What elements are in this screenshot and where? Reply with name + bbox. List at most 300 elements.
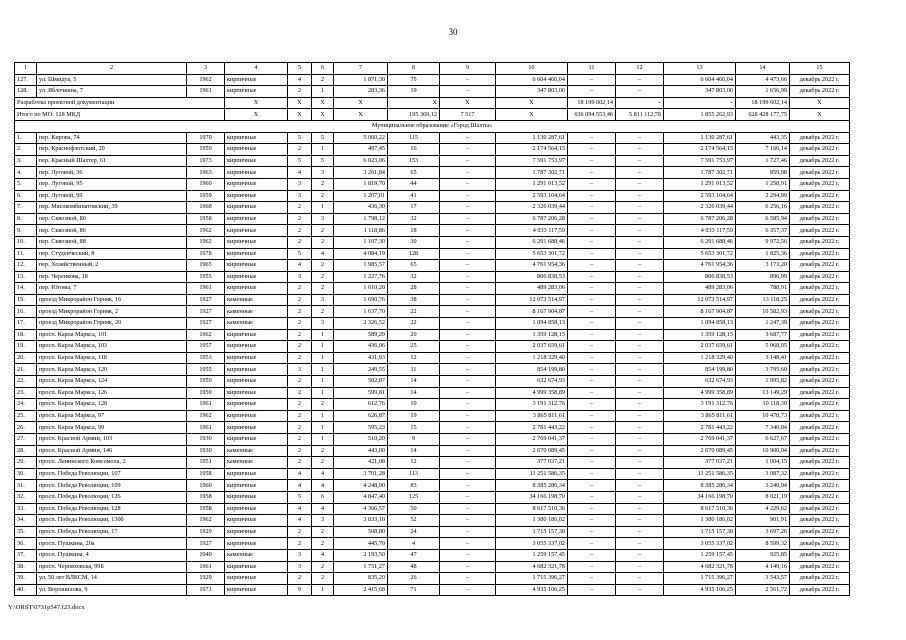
table-cell: 4 761 954,36	[496, 260, 568, 272]
table-cell: –	[616, 190, 664, 202]
table-cell: –	[664, 97, 736, 109]
table-cell: кирпичные	[225, 236, 288, 248]
table-cell: декабрь 2022 г.	[790, 86, 850, 98]
table-cell: кирпичные	[225, 213, 288, 225]
table-cell: –	[440, 132, 496, 144]
table-cell: 6 787 206,28	[496, 213, 568, 225]
table-cell: 36.	[15, 538, 37, 550]
table-cell: –	[440, 561, 496, 573]
table-cell: –	[440, 144, 496, 156]
table-cell: декабрь 2022 г.	[790, 515, 850, 527]
table-cell: –	[440, 573, 496, 585]
table-cell: декабрь 2022 г.	[790, 167, 850, 179]
table-cell: 2 769 041,37	[664, 434, 736, 446]
table-cell: пер. Студенческий, 8	[37, 248, 187, 260]
table-cell: 12 073 514,97	[496, 294, 568, 306]
table-cell: –	[568, 457, 616, 469]
table-cell: 1965	[187, 260, 225, 272]
table-cell: 18 199 602,14	[568, 97, 616, 109]
table-cell: 1 130 287,61	[496, 132, 568, 144]
total-row	[15, 109, 850, 121]
table-cell: 25.	[15, 410, 37, 422]
table-cell: –	[568, 515, 616, 527]
table-cell: 75	[388, 74, 440, 86]
table-cell: 859,98	[736, 167, 790, 179]
table-cell: кирпичные	[225, 271, 288, 283]
table-cell: декабрь 2022 г.	[790, 260, 850, 272]
table-cell: декабрь 2022 г.	[790, 573, 850, 585]
table-cell: –	[568, 364, 616, 376]
table-cell: 599,81	[334, 387, 388, 399]
table-cell: просп. Пушкина, 20а	[37, 538, 187, 550]
table-cell: 128.	[15, 86, 37, 98]
table-cell: 1962	[187, 225, 225, 237]
table-cell: 854 199,80	[664, 364, 736, 376]
table-cell: 8 385 286,34	[496, 480, 568, 492]
table-cell: 896,99	[736, 271, 790, 283]
table-cell: 508,80	[334, 526, 388, 538]
table-cell: 421,08	[334, 457, 388, 469]
table-cell: –	[616, 155, 664, 167]
table-row	[15, 260, 850, 272]
table-cell: просп. Пушкина, 4	[37, 549, 187, 561]
table-cell: 2	[288, 144, 312, 156]
table-cell: 24.	[15, 399, 37, 411]
table-cell: –	[568, 584, 616, 596]
table-cell: 1 259 157,45	[496, 549, 568, 561]
table-cell: 1962	[187, 329, 225, 341]
table-cell: –	[440, 225, 496, 237]
table-cell: 32.	[15, 491, 37, 503]
table-cell: 1929	[187, 573, 225, 585]
table-cell: 3 240,94	[736, 480, 790, 492]
table-cell: 1973	[187, 155, 225, 167]
table-cell: кирпичные	[225, 364, 288, 376]
table-cell: –	[616, 376, 664, 388]
table-cell: –	[568, 248, 616, 260]
page-number: 30	[448, 27, 458, 37]
table-cell: X	[312, 109, 334, 121]
table-cell: 8 617 510,36	[496, 503, 568, 515]
table-cell: –	[440, 468, 496, 480]
table-cell: 636 094 553,46	[568, 109, 616, 121]
table-cell: –	[440, 526, 496, 538]
table-cell: 13.	[15, 271, 37, 283]
table-cell: 9 972,56	[736, 236, 790, 248]
table-cell: 1929	[187, 526, 225, 538]
table-cell: кирпичные	[225, 341, 288, 353]
table-cell: –	[568, 155, 616, 167]
table-cell: пер. Луговой, 99	[37, 190, 187, 202]
table-row	[15, 538, 850, 550]
table-cell: 2 561,72	[736, 584, 790, 596]
table-cell: 5 653 301,72	[496, 248, 568, 260]
table-cell: 1958	[187, 468, 225, 480]
table-cell: кирпичные	[225, 503, 288, 515]
table-cell: декабрь 2022 г.	[790, 468, 850, 480]
table-cell: 6 023,06	[334, 155, 388, 167]
table-cell: 18.	[15, 329, 37, 341]
table-cell: просп. Черняховска, 99Б	[37, 561, 187, 573]
table-cell: 1 291 013,52	[496, 178, 568, 190]
table-cell: 377 037,21	[664, 457, 736, 469]
table-cell: 10 118,30	[736, 399, 790, 411]
table-cell: кирпичные	[225, 155, 288, 167]
table-cell: –	[616, 283, 664, 295]
table-cell: 4	[225, 63, 288, 75]
table-row	[15, 190, 850, 202]
table-cell: 1.	[15, 132, 37, 144]
table-cell: 3 833,10	[334, 515, 388, 527]
table-row	[15, 573, 850, 585]
table-cell: 14	[736, 63, 790, 75]
table-row	[15, 318, 850, 330]
table-cell: 1 380 186,02	[496, 515, 568, 527]
table-cell: 3.	[15, 155, 37, 167]
table-cell: проезд Микрорайон Горняк, 16	[37, 294, 187, 306]
table-cell: 1 715 157,30	[496, 526, 568, 538]
table-cell: 2 326 039,44	[664, 202, 736, 214]
table-row	[15, 248, 850, 260]
table-cell: –	[616, 515, 664, 527]
table-cell: 1	[312, 329, 334, 341]
table-cell: 1 094 858,13	[664, 318, 736, 330]
table-cell: –	[616, 74, 664, 86]
table-cell: 6 256,16	[736, 202, 790, 214]
table-row	[15, 132, 850, 144]
table-cell: 44	[388, 178, 440, 190]
table-cell: 2	[288, 225, 312, 237]
table-cell: X	[225, 109, 288, 121]
table-cell: 2	[312, 561, 334, 573]
table-cell: ул. 50 лет ВЛКСМ, 14	[37, 573, 187, 585]
table-cell: –	[616, 306, 664, 318]
table-cell: –	[440, 503, 496, 515]
table-cell: 1 637,70	[334, 306, 388, 318]
table-cell: 2	[288, 410, 312, 422]
table-cell: 14	[388, 445, 440, 457]
table-cell: –	[616, 248, 664, 260]
table-cell: 11 251 586,35	[664, 468, 736, 480]
table-cell: 1957	[187, 341, 225, 353]
table-row	[15, 306, 850, 318]
table-cell: 595,23	[334, 422, 388, 434]
table-cell: 4	[288, 503, 312, 515]
table-cell: 347 803,00	[664, 86, 736, 98]
table-cell: 1 819,70	[334, 178, 388, 190]
table-cell: кирпичные	[225, 538, 288, 550]
table-cell: 6 585,94	[736, 213, 790, 225]
table-cell: –	[440, 190, 496, 202]
table-cell: 4	[288, 515, 312, 527]
table-cell: –	[440, 329, 496, 341]
table-cell: 2 070 089,45	[496, 445, 568, 457]
table-cell: –	[568, 225, 616, 237]
table-cell: –	[568, 283, 616, 295]
design-row	[15, 97, 850, 109]
table-cell: –	[568, 573, 616, 585]
table-cell: –	[440, 248, 496, 260]
table-cell: 2	[288, 86, 312, 98]
table-cell: 48	[388, 561, 440, 573]
table-cell: 34 166 198,70	[496, 491, 568, 503]
table-cell: 4	[288, 260, 312, 272]
table-cell: просп. Карла Маркса, 120	[37, 364, 187, 376]
table-cell: просп. Победа Революции, 126	[37, 491, 187, 503]
table-cell: 2	[288, 294, 312, 306]
table-cell: –	[616, 86, 664, 98]
table-cell: 19	[388, 410, 440, 422]
table-cell: кирпичные	[225, 526, 288, 538]
table-cell: пер. Сквозной, 88	[37, 236, 187, 248]
table-cell: 2	[312, 190, 334, 202]
table-cell: 901,91	[736, 515, 790, 527]
table-cell: 1962	[187, 410, 225, 422]
section-title: Муниципальное образование «Город Шахты»	[15, 120, 850, 132]
table-cell: декабрь 2022 г.	[790, 248, 850, 260]
table-cell: 1 787 302,71	[664, 167, 736, 179]
table-cell: 21.	[15, 364, 37, 376]
table-cell: –	[440, 515, 496, 527]
table-cell: пер. Луговой, 36	[37, 167, 187, 179]
table-cell: 9.	[15, 225, 37, 237]
table-cell: 8 599,32	[736, 538, 790, 550]
table-cell: 3 701,28	[334, 468, 388, 480]
table-cell: 8 021,19	[736, 491, 790, 503]
table-cell: 1930	[187, 434, 225, 446]
table-cell: 10 582,93	[736, 306, 790, 318]
table-cell: –	[568, 294, 616, 306]
table-cell: декабрь 2022 г.	[790, 178, 850, 190]
table-row	[15, 399, 850, 411]
table-cell: декабрь 2022 г.	[790, 294, 850, 306]
table-cell: 835,20	[334, 573, 388, 585]
table-cell: –	[440, 457, 496, 469]
table-cell: X	[288, 97, 312, 109]
table-cell: проезд Микрорайон Горняк, 2	[37, 306, 187, 318]
table-cell: 65	[388, 260, 440, 272]
table-cell: –	[616, 503, 664, 515]
table-cell: кирпичные	[225, 399, 288, 411]
table-cell: 2	[312, 74, 334, 86]
table-row	[15, 549, 850, 561]
table-cell: 1930	[187, 445, 225, 457]
table-cell: пер. Краснофлотский, 20	[37, 144, 187, 156]
table-cell: 2	[312, 526, 334, 538]
table-cell: 6 604 466,04	[664, 74, 736, 86]
table-cell: –	[440, 306, 496, 318]
table-cell: 2	[288, 434, 312, 446]
table-cell: просп. Победа Революции, 109	[37, 480, 187, 492]
table-cell: 436,06	[334, 341, 388, 353]
table-cell: 1955	[187, 271, 225, 283]
table-cell: 19	[388, 86, 440, 98]
table-cell: 2 070 089,45	[664, 445, 736, 457]
table-cell: пер. Красный Шахтер, 61	[37, 155, 187, 167]
table-cell: 34 166 198,70	[664, 491, 736, 503]
table-cell: 626,87	[334, 410, 388, 422]
table-cell: –	[440, 549, 496, 561]
table-cell: –	[568, 422, 616, 434]
table-row	[15, 503, 850, 515]
table-cell: 3 055 337,02	[664, 538, 736, 550]
table-cell: 3 795,60	[736, 364, 790, 376]
table-cell: 3 055 337,02	[496, 538, 568, 550]
table-cell: 50	[388, 503, 440, 515]
table-cell: декабрь 2022 г.	[790, 144, 850, 156]
table-cell: просп. Карла Маркса, 99	[37, 422, 187, 434]
table-cell: декабрь 2022 г.	[790, 457, 850, 469]
table-cell: 1 259 157,45	[664, 549, 736, 561]
table-cell: 11	[568, 63, 616, 75]
table-cell: 2 174 564,15	[496, 144, 568, 156]
table-cell: 26	[388, 573, 440, 585]
table-cell: –	[568, 260, 616, 272]
table-cell: –	[568, 352, 616, 364]
table-cell: 5	[288, 63, 312, 75]
table-cell: 3	[288, 364, 312, 376]
table-cell: просп. Победа Революции, 128	[37, 503, 187, 515]
table-cell: просп. Победа Революции, 130б	[37, 515, 187, 527]
table-cell: 2 415,68	[334, 584, 388, 596]
table-cell: 1 004,15	[736, 457, 790, 469]
table-cell: –	[568, 387, 616, 399]
table-cell: 15	[388, 422, 440, 434]
table-cell: 19.	[15, 341, 37, 353]
table-cell: 925,85	[736, 549, 790, 561]
table-cell: 1961	[187, 561, 225, 573]
table-cell: 1 107,30	[334, 236, 388, 248]
table-cell: –	[616, 213, 664, 225]
table-cell: кирпичные	[225, 329, 288, 341]
table-cell: 788,91	[736, 283, 790, 295]
table-cell: 20	[388, 329, 440, 341]
table-cell: 1 825,36	[736, 248, 790, 260]
table-cell: 445,70	[334, 538, 388, 550]
table-cell: 1	[312, 584, 334, 596]
table-cell: 3 173,20	[736, 260, 790, 272]
table-cell: –	[616, 422, 664, 434]
table-cell: –	[440, 155, 496, 167]
table-cell: –	[616, 132, 664, 144]
table-cell: 1927	[187, 306, 225, 318]
table-cell: –	[440, 202, 496, 214]
table-cell: декабрь 2022 г.	[790, 236, 850, 248]
table-cell: 2	[312, 445, 334, 457]
table-cell: декабрь 2022 г.	[790, 549, 850, 561]
table-cell: 1 218 329,40	[664, 352, 736, 364]
table-cell: 6 291 688,46	[496, 236, 568, 248]
table-cell: –	[440, 283, 496, 295]
file-path-footer: Y:\ORST\0731p547.f23.docx	[8, 604, 85, 611]
table-cell: –	[616, 271, 664, 283]
table-cell: кирпичные	[225, 410, 288, 422]
table-cell: –	[568, 341, 616, 353]
table-cell: 31.	[15, 480, 37, 492]
table-cell: 443,00	[334, 445, 388, 457]
table-cell: 1940	[187, 549, 225, 561]
table-row	[15, 283, 850, 295]
table-cell: 7 517	[440, 109, 496, 121]
table-cell: 3 087,32	[736, 468, 790, 480]
table-cell: декабрь 2022 г.	[790, 445, 850, 457]
table-cell: 1970	[187, 132, 225, 144]
table-cell: 5	[288, 155, 312, 167]
section-row	[15, 120, 850, 132]
table-cell: 12	[388, 457, 440, 469]
table-cell: декабрь 2022 г.	[790, 410, 850, 422]
table-cell: 3	[312, 515, 334, 527]
table-cell: кирпичные	[225, 225, 288, 237]
table-cell: 2	[288, 422, 312, 434]
table-cell: –	[568, 445, 616, 457]
table-cell: каменные	[225, 445, 288, 457]
table-row	[15, 491, 850, 503]
table-cell: 2 593 104,64	[664, 190, 736, 202]
table-cell: –	[440, 364, 496, 376]
table-cell: 8 617 510,36	[664, 503, 736, 515]
table-cell: 5 811 112,78	[616, 109, 664, 121]
table-cell: 1927	[187, 294, 225, 306]
table-cell: 2	[288, 352, 312, 364]
table-cell: 10	[388, 399, 440, 411]
table-cell: 2	[288, 376, 312, 388]
table-cell: декабрь 2022 г.	[790, 213, 850, 225]
table-cell: кирпичные	[225, 480, 288, 492]
table-cell: 3 697,26	[736, 526, 790, 538]
table-row	[15, 468, 850, 480]
table-cell: 4 935 106,25	[664, 584, 736, 596]
table-cell: 1978	[187, 248, 225, 260]
table-cell: 1961	[187, 283, 225, 295]
table-cell: 3 865 811,61	[664, 410, 736, 422]
table-cell: 12 073 514,97	[664, 294, 736, 306]
table-cell: 5 653 301,72	[664, 248, 736, 260]
table-cell: X	[225, 97, 288, 109]
table-cell: –	[568, 306, 616, 318]
table-cell: 4 084,19	[334, 248, 388, 260]
table-cell: –	[616, 236, 664, 248]
table-cell: X	[334, 109, 388, 121]
table-row	[15, 584, 850, 596]
table-cell: 1 130 287,61	[664, 132, 736, 144]
table-cell: 1 207,01	[334, 190, 388, 202]
table-cell: 1 010,20	[334, 283, 388, 295]
table-cell: 2	[312, 306, 334, 318]
header-row	[15, 63, 850, 75]
table-cell: 1959	[187, 376, 225, 388]
table-cell: 377 037,21	[496, 457, 568, 469]
table-cell: 3 191 312,76	[664, 399, 736, 411]
table-cell: 589,29	[334, 329, 388, 341]
table-cell: –	[440, 178, 496, 190]
table-cell: 2 294,99	[736, 190, 790, 202]
table-cell: –	[616, 260, 664, 272]
table-cell: декабрь 2022 г.	[790, 376, 850, 388]
table-cell: 5	[312, 132, 334, 144]
table-cell: 612,76	[334, 399, 388, 411]
table-cell: 115	[388, 132, 440, 144]
table-cell: Итого по МО: 128 МКД	[15, 109, 225, 121]
table-cell: 2	[312, 399, 334, 411]
table-cell: 2	[288, 399, 312, 411]
table-cell: 2	[288, 341, 312, 353]
table-cell: 2	[312, 225, 334, 237]
table-cell: –	[440, 341, 496, 353]
table-cell: –	[616, 318, 664, 330]
table-cell: 2	[312, 271, 334, 283]
table-cell: –	[616, 202, 664, 214]
